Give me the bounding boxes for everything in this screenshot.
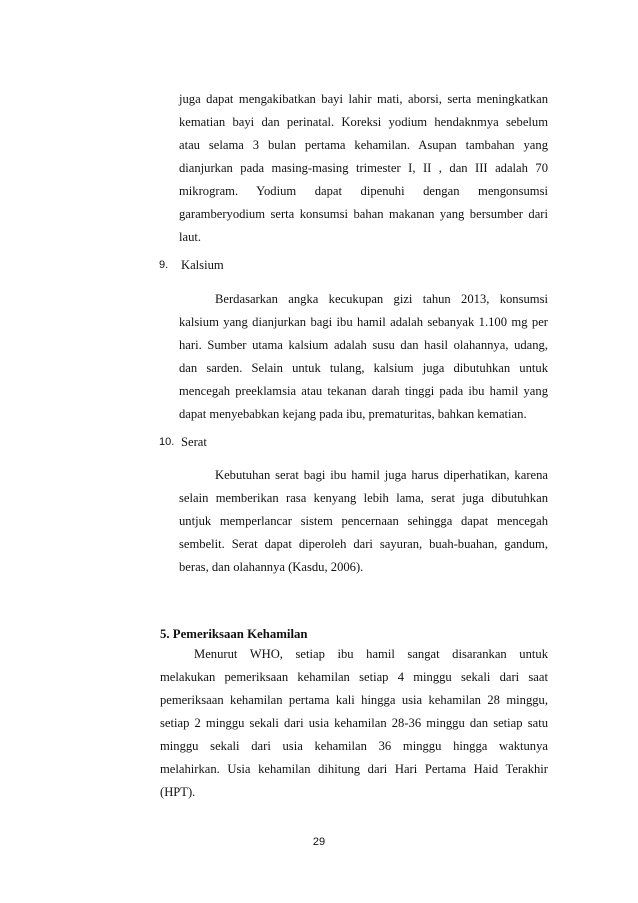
text-line: Berdasarkan angka kecukupan gizi tahun 2013, konsumsi xyxy=(215,292,548,306)
text-line: garamberyodium serta konsumsi bahan makanan yang bersumber dari xyxy=(179,207,548,221)
text-line: kematian bayi dan perinatal. Koreksi yodium hendaknmya sebelum xyxy=(179,115,548,129)
text-line: mikrogram. Yodium dapat dipenuhi dengan mengonsumsi xyxy=(179,184,548,198)
list-number-kalsium: 9. xyxy=(159,259,169,271)
text-line: laut. xyxy=(179,230,202,244)
page-number: 29 xyxy=(312,836,326,848)
text-line: hari. Sumber utama kalsium adalah susu dan hasil olahannya, udang, xyxy=(179,338,548,352)
heading-kalsium: Kalsium xyxy=(181,258,224,272)
text-line: (HPT). xyxy=(160,785,196,799)
list-number-serat: 10. xyxy=(159,436,175,448)
text-line: minggu sekali dari usia kehamilan 36 minggu hingga waktunya xyxy=(160,739,548,753)
heading-serat: Serat xyxy=(181,435,207,449)
text-line: mencegah preeklamsia atau tekanan darah tinggi pada ibu hamil yang xyxy=(179,384,548,398)
text-line: untjuk memperlancar sistem pencernaan sehingga dapat mencegah xyxy=(179,514,548,528)
text-line: melahirkan. Usia kehamilan dihitung dari Hari Pertama Haid Terakhir xyxy=(160,762,548,776)
text-line: kalsium yang dianjurkan bagi ibu hamil adalah sebanyak 1.100 mg per xyxy=(179,315,548,329)
text-line: atau selama 3 bulan pertama kehamilan. Asupan tambahan yang xyxy=(179,138,548,152)
section-heading: 5. Pemeriksaan Kehamilan xyxy=(160,627,308,641)
text-line: Kebutuhan serat bagi ibu hamil juga harus diperhatikan, karena xyxy=(215,468,548,482)
text-line: pemeriksaan kehamilan pertama kali hingga usia kehamilan 28 minggu, xyxy=(160,693,548,707)
text-line: dapat menyebabkan kejang pada ibu, prematuritas, bahkan kematian. xyxy=(179,407,527,421)
text-line: dianjurkan pada masing-masing trimester I, II , dan III adalah 70 xyxy=(179,161,548,175)
text-line: selain memberikan rasa kenyang lebih lama, serat juga dibutuhkan xyxy=(179,491,548,505)
text-line: beras, dan olahannya (Kasdu, 2006). xyxy=(179,560,364,574)
text-line: sembelit. Serat dapat diperoleh dari sayuran, buah-buahan, gandum, xyxy=(179,537,548,551)
text-line: juga dapat mengakibatkan bayi lahir mati, aborsi, serta meningkatkan xyxy=(179,92,548,106)
text-line: melakukan pemeriksaan kehamilan setiap 4 minggu sekali dari saat xyxy=(160,670,548,684)
text-line: dan sarden. Selain untuk tulang, kalsium juga dibutuhkan untuk xyxy=(179,361,548,375)
text-line: Menurut WHO, setiap ibu hamil sangat disarankan untuk xyxy=(194,647,548,661)
text-line: setiap 2 minggu sekali dari usia kehamilan 28-36 minggu dan setiap satu xyxy=(160,716,548,730)
